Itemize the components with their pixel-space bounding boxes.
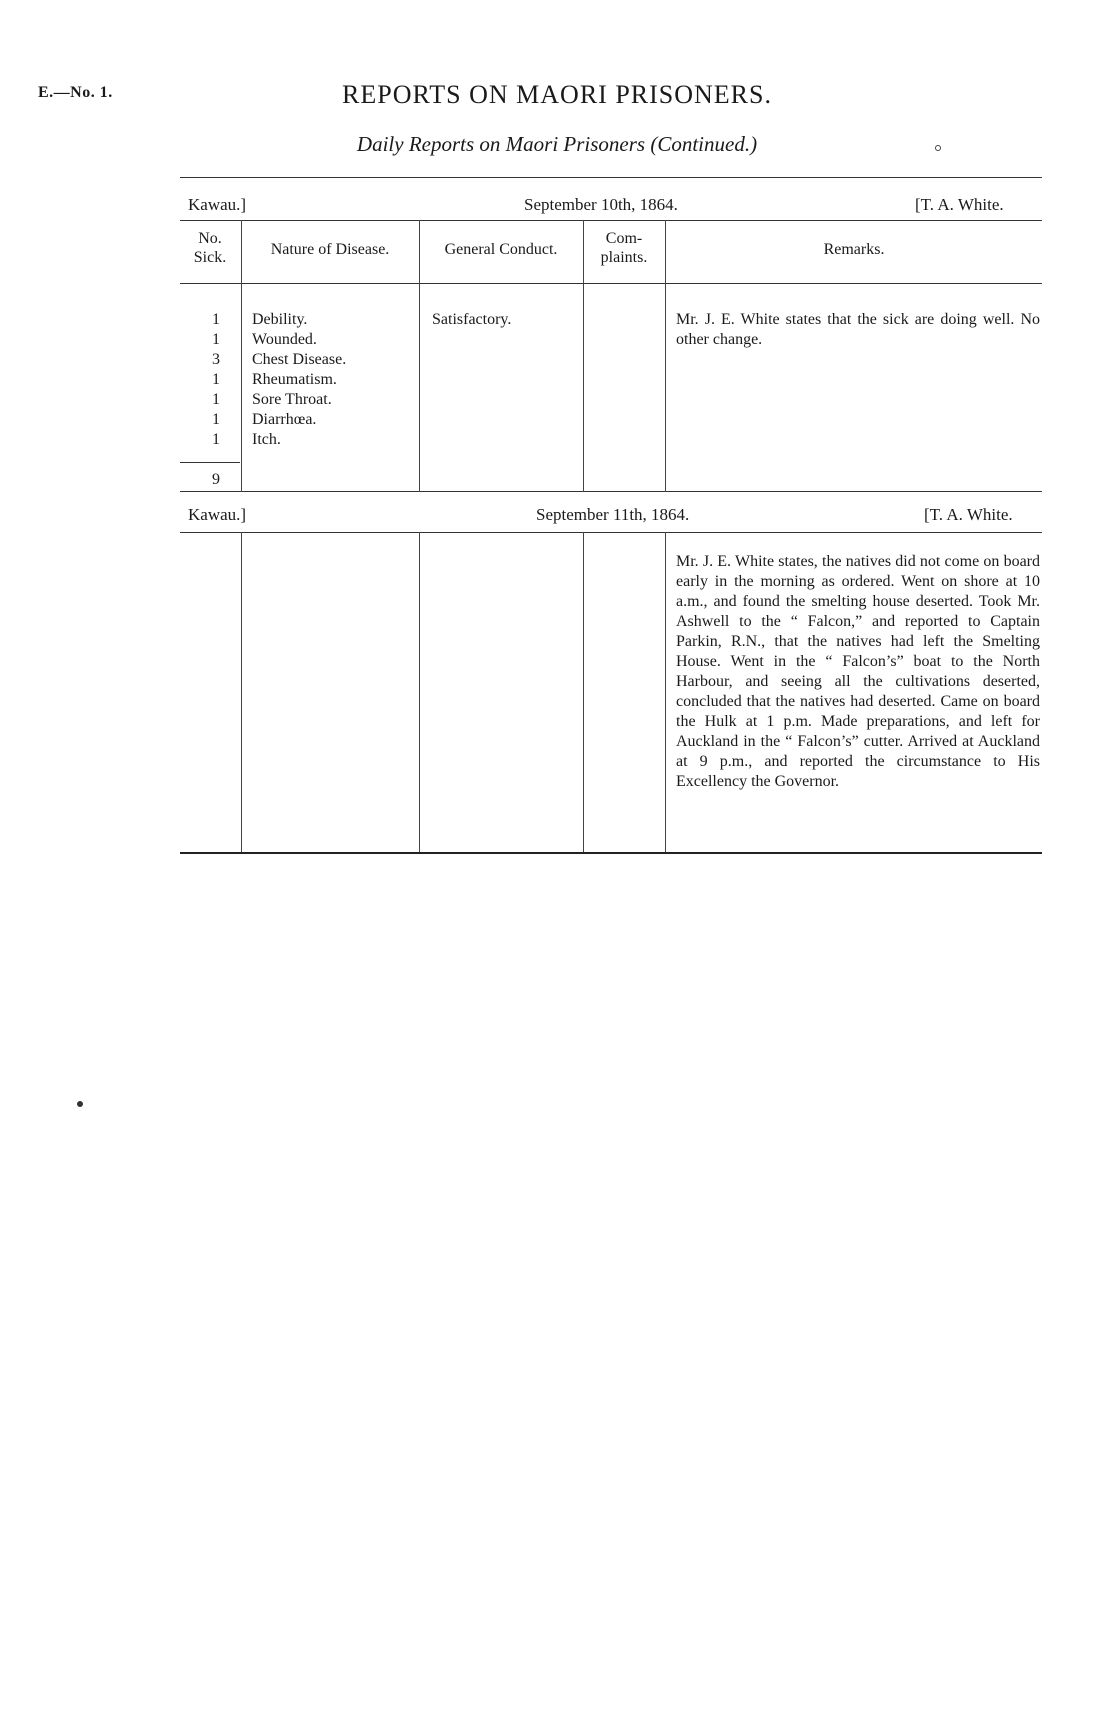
col-header-remarks: Remarks. xyxy=(823,241,885,258)
report-2-reporter xyxy=(924,505,1013,525)
report-1-date: September 10th, 1864. xyxy=(524,195,678,214)
section-rule xyxy=(180,491,1042,492)
disease-name: Rheumatism. xyxy=(252,371,337,388)
sick-count: 1 xyxy=(212,371,220,388)
report-1-place: Kawau.] xyxy=(188,195,247,214)
sick-count: 1 xyxy=(212,411,220,428)
col-header-nature-of-disease: Nature of Disease. xyxy=(270,241,390,258)
col-header-general-conduct: General Conduct. xyxy=(444,241,558,258)
report-2-date: September 11th, 1864. xyxy=(536,505,690,524)
top-rule xyxy=(180,177,1042,178)
bottom-rule xyxy=(180,852,1042,854)
column-divider xyxy=(241,220,242,492)
sick-count-list xyxy=(196,310,236,450)
document-reference: E.—No. 1. xyxy=(38,84,113,101)
col-header-no: No. xyxy=(198,230,222,247)
sick-count: 3 xyxy=(212,351,220,368)
section-header-rule xyxy=(180,532,1042,533)
reporter-prefix: [T. A. xyxy=(915,195,958,214)
column-divider xyxy=(665,532,666,852)
disease-list xyxy=(252,310,417,450)
header-bottom-rule xyxy=(180,283,1042,284)
disease-name: Wounded. xyxy=(252,331,317,348)
report-1-remarks: Mr. J. E. White states that the sick are doing well. No other change. xyxy=(676,311,1040,348)
column-divider xyxy=(419,532,420,852)
col-header-no-sick xyxy=(180,229,240,267)
disease-name: Chest Disease. xyxy=(252,351,347,368)
col-header-sick: Sick. xyxy=(193,249,227,266)
column-divider xyxy=(583,220,584,492)
column-divider xyxy=(419,220,420,492)
reporter-prefix: [T. A. xyxy=(924,505,967,524)
col-header-plaints: plaints. xyxy=(600,249,648,266)
total-rule xyxy=(180,462,240,463)
disease-name: Sore Throat. xyxy=(252,391,332,408)
sick-count: 1 xyxy=(212,331,220,348)
column-divider xyxy=(241,532,242,852)
disease-name: Debility. xyxy=(252,311,308,328)
reporter-name: White. xyxy=(957,195,1004,214)
general-conduct-value: Satisfactory. xyxy=(432,311,512,328)
disease-name: Diarrhœa. xyxy=(252,411,317,428)
report-1-reporter xyxy=(915,195,1004,215)
header-top-rule xyxy=(180,220,1042,221)
column-divider xyxy=(583,532,584,852)
sick-count: 1 xyxy=(212,391,220,408)
col-header-complaints xyxy=(584,229,664,267)
report-2-place: Kawau.] xyxy=(188,505,247,524)
report-2-remarks: Mr. J. E. White states, the natives did not come on board early in the morning as ordered. Went on shore at 10 a.m., and found the smelting house deserted. Took Mr. Ashwell to the “ Falcon,” and reported to Captain Parkin, R.N., that the natives had left the Smelting House. Went in the “ Falcon’s” boat to the North Harbour, and seeing all the cultivations deserted, concluded that the natives had deserted. Came on board the Hulk at 1 p.m. Made preparations, and left for Auckland in the “ Falcon’s” cutter. Arrived at Auckland at 9 p.m., and reported the circumstance to His Excellency the Governor. xyxy=(676,553,1040,790)
scan-speck xyxy=(935,145,941,151)
scan-speck xyxy=(77,1101,83,1107)
sick-total: 9 xyxy=(212,471,220,488)
page-title: REPORTS ON MAORI PRISONERS. xyxy=(342,80,772,109)
column-divider xyxy=(665,220,666,492)
reporter-name: White. xyxy=(966,505,1013,524)
page-subtitle: Daily Reports on Maori Prisoners (Continued.) xyxy=(356,132,758,156)
disease-name: Itch. xyxy=(252,431,281,448)
sick-count: 1 xyxy=(212,311,220,328)
col-header-com: Com- xyxy=(605,230,643,247)
sick-count: 1 xyxy=(212,431,220,448)
